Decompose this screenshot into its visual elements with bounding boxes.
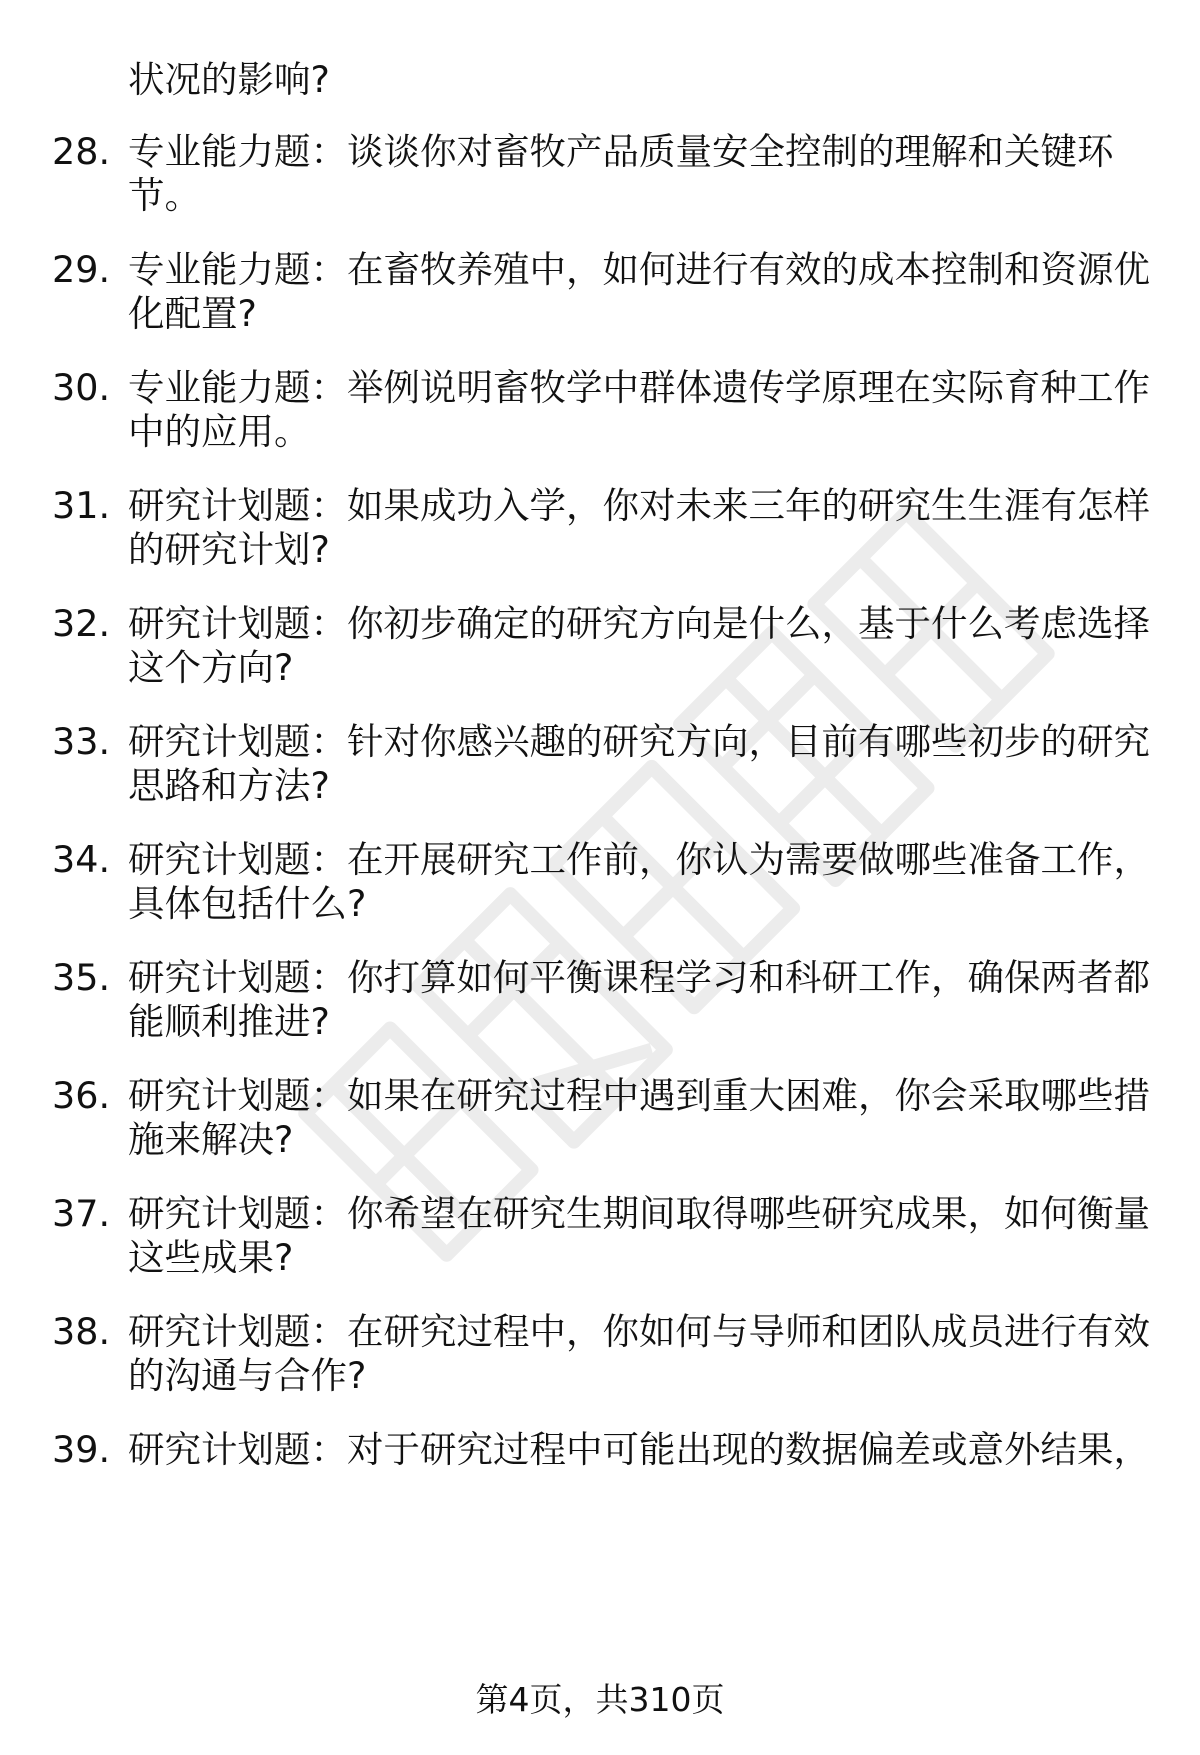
item-number: 32.	[52, 602, 111, 645]
item-text-line2: 能顺利推进?	[128, 1000, 330, 1043]
item-number: 37.	[52, 1192, 111, 1235]
continuation-text: 状况的影响?	[128, 58, 330, 101]
item-text-line2: 节。	[128, 174, 201, 217]
item-text-line1: 专业能力题：在畜牧养殖中，如何进行有效的成本控制和资源优	[128, 248, 1150, 291]
item-text-line2: 化配置?	[128, 292, 257, 335]
item-text-line2: 中的应用。	[128, 410, 311, 453]
item-text-line1: 研究计划题：对于研究过程中可能出现的数据偏差或意外结果，	[128, 1428, 1150, 1471]
item-number: 34.	[52, 838, 111, 881]
item-number: 30.	[52, 366, 111, 409]
item-text-line1: 专业能力题：谈谈你对畜牧产品质量安全控制的理解和关键环	[128, 130, 1114, 173]
item-number: 38.	[52, 1310, 111, 1353]
item-text-line2: 的沟通与合作?	[128, 1354, 367, 1397]
item-number: 31.	[52, 484, 111, 527]
item-number: 39.	[52, 1428, 111, 1471]
item-number: 36.	[52, 1074, 111, 1117]
item-text-line1: 专业能力题：举例说明畜牧学中群体遗传学原理在实际育种工作	[128, 366, 1150, 409]
item-text-line1: 研究计划题：在研究过程中，你如何与导师和团队成员进行有效	[128, 1310, 1150, 1353]
item-text-line2: 的研究计划?	[128, 528, 330, 571]
item-text-line1: 研究计划题：你初步确定的研究方向是什么，基于什么考虑选择	[128, 602, 1150, 645]
item-text-line2: 思路和方法?	[128, 764, 330, 807]
item-number: 33.	[52, 720, 111, 763]
item-text-line2: 这个方向?	[128, 646, 294, 689]
item-text-line2: 具体包括什么?	[128, 882, 367, 925]
item-text-line1: 研究计划题：如果在研究过程中遇到重大困难，你会采取哪些措	[128, 1074, 1150, 1117]
item-text-line1: 研究计划题：如果成功入学，你对未来三年的研究生生涯有怎样	[128, 484, 1150, 527]
page-footer: 第4页，共310页	[475, 1680, 725, 1719]
item-number: 29.	[52, 248, 111, 291]
item-number: 28.	[52, 130, 111, 173]
item-text-line2: 这些成果?	[128, 1236, 294, 1279]
item-text-line1: 研究计划题：在开展研究工作前，你认为需要做哪些准备工作，	[128, 838, 1150, 881]
item-text-line1: 研究计划题：针对你感兴趣的研究方向，目前有哪些初步的研究	[128, 720, 1150, 763]
item-text-line1: 研究计划题：你打算如何平衡课程学习和科研工作，确保两者都	[128, 956, 1150, 999]
item-number: 35.	[52, 956, 111, 999]
item-text-line2: 施来解决?	[128, 1118, 294, 1161]
item-text-line1: 研究计划题：你希望在研究生期间取得哪些研究成果，如何衡量	[128, 1192, 1150, 1235]
